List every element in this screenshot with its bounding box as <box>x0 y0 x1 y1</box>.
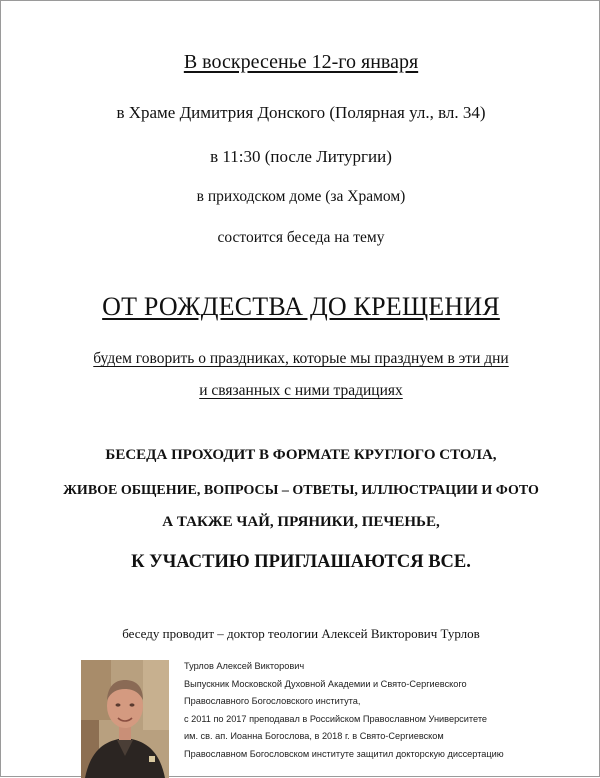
speaker-line: беседу проводит – доктор теологии Алексей Викторович Турлов <box>122 626 480 641</box>
event-time: в 11:30 (после Литургии) <box>210 147 392 166</box>
format-line-1: БЕСЕДА ПРОХОДИТ В ФОРМАТЕ КРУГЛОГО СТОЛА, <box>105 447 497 463</box>
format-line-2: ЖИВОЕ ОБЩЕНИЕ, ВОПРОСЫ – ОТВЕТЫ, ИЛЛЮСТРАЦИИ И ФОТО <box>63 483 539 498</box>
bio-line: им. св. ап. Иоанна Богослова, в 2018 г. в Свято-Сергиевском <box>184 731 444 742</box>
format-line-3: А ТАКЖЕ ЧАЙ, ПРЯНИКИ, ПЕЧЕНЬЕ, <box>162 514 440 530</box>
bio-line: с 2011 по 2017 преподавал в Российском Православном Университете <box>184 713 488 724</box>
speaker-bio <box>184 658 504 764</box>
bio-line: Турлов Алексей Викторович <box>184 661 305 671</box>
invitation-line: К УЧАСТИЮ ПРИГЛАШАЮТСЯ ВСЕ. <box>131 552 471 572</box>
event-venue: в приходском доме (за Храмом) <box>196 188 406 205</box>
event-place: в Храме Димитрия Донского (Полярная ул., вл. 34) <box>116 103 486 122</box>
event-title: В воскресенье 12-го января <box>183 51 419 73</box>
description-line-2: и связанных с ними традициях <box>199 382 403 399</box>
speaker-photo <box>81 660 169 778</box>
event-intro: состоится беседа на тему <box>217 229 385 246</box>
bio-line: Православном Богословском институте защитил докторскую диссертацию <box>184 748 504 759</box>
bio-line: Выпускник Московской Духовной Академии и Свято-Сергиевского <box>184 678 467 689</box>
bio-line: Православного Богословского института, <box>184 696 361 707</box>
talk-topic: ОТ РОЖДЕСТВА ДО КРЕЩЕНИЯ <box>102 292 500 321</box>
description-line-1: будем говорить о праздниках, которые мы празднуем в эти дни <box>93 350 509 367</box>
